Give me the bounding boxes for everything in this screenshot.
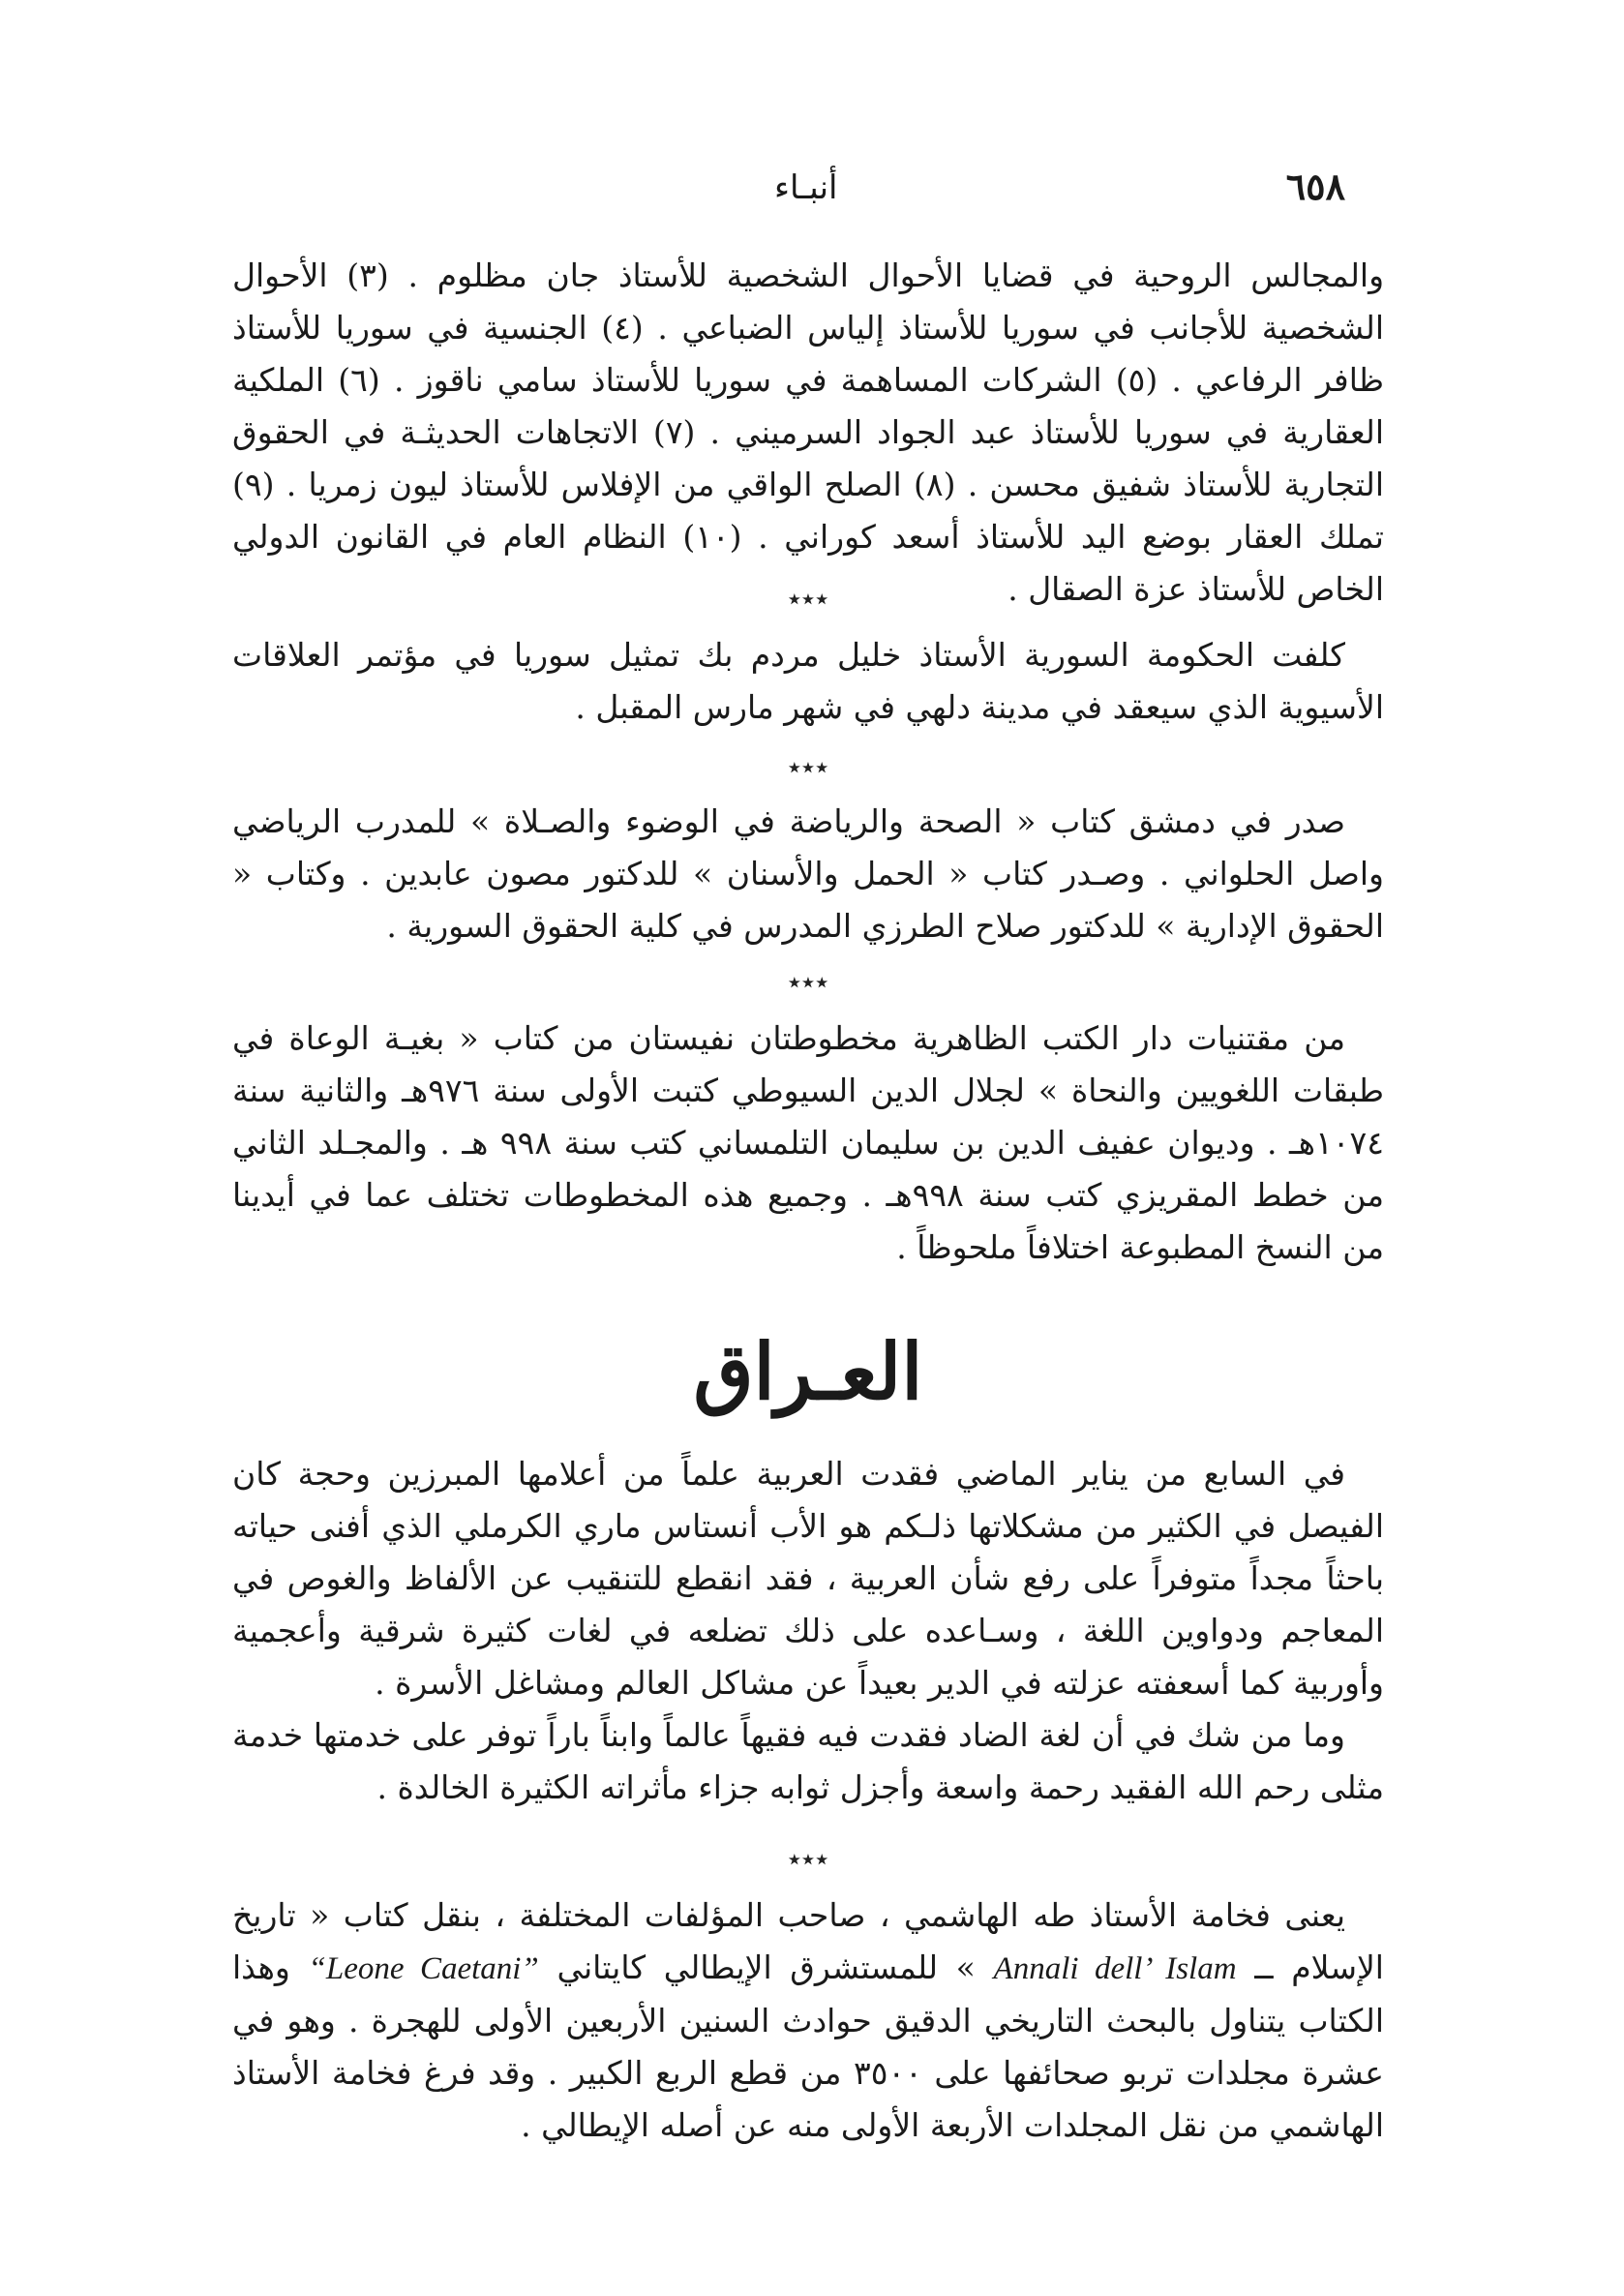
obituary-section [232, 1448, 1384, 1814]
page-number: ٦٥٨ [1285, 165, 1345, 208]
journals-list-paragraph [232, 250, 1384, 616]
separator-stars-2: ٭٭٭ [787, 753, 829, 782]
conference-news-text: كلفت الحكومة السورية الأستاذ خليل مردم بك تمثيل سوريا في مؤتمر العلاقات الأسيوية الذي سيعقد في مدينة دلهي في شهر مارس المقبل . [232, 636, 1384, 726]
translation-text-part-1: يعنى فخامة الأستاذ طه الهاشمي ، صاحب المؤلفات المختلفة ، بنقل كتاب « تاريخ الإسلام ــ [232, 1896, 1384, 1986]
obituary-paragraph-2: وما من شك في أن لغة الضاد فقدت فيه فقيهاً عالماً وابناً باراً توفر على خدمتها خدمة مثلى رحم الله الفقيد رحمة واسعة وأجزل ثوابه جزاء مأثراته الكثيرة الخالدة . [232, 1716, 1384, 1806]
manuscripts-news-paragraph [232, 1012, 1384, 1274]
page-header [290, 165, 1345, 223]
running-title: أنبـاء [774, 168, 838, 207]
latin-book-title: Annali dell’ Islam [993, 1951, 1237, 1986]
conference-news-paragraph [232, 629, 1384, 734]
translation-news-text [232, 1889, 1384, 2152]
publications-news-paragraph [232, 796, 1384, 952]
section-title-iraq: العـراق [693, 1326, 923, 1417]
publications-news-text: صدر في دمشق كتاب « الصحة والرياضة في الوضوء والصـلاة » للمدرب الرياضي واصل الحلواني . وصـدر كتاب « الحمل والأسنان » للدكتور مصون عابدين . وكتاب « الحقوق الإدارية » للدكتور صلاح الطرزي المدرس في كلية الحقوق السورية . [232, 802, 1384, 945]
obituary-paragraph-1: في السابع من يناير الماضي فقدت العربية علماً من أعلامها المبرزين وحجة كان الفيصل في الكثير من مشكلاتها ذلـكم هو الأب أنستاس ماري الكرملي الذي أفنى حياته باحثاً مجداً متوفراً على رفع شأن العربية ، فقد انقطع للتنقيب عن الألفاظ والغوص في المعاجم ودواوين اللغة ، وسـاعده على ذلك تضلعه في لغات كثيرة شرقية وأعجمية وأوربية كما أسعفته عزلته في الدير بعيداً عن مشاكل العالم ومشاغل الأسرة . [232, 1455, 1384, 1702]
translation-text-part-2: » للمستشرق الإيطالي كايتاني [556, 1949, 976, 1986]
separator-stars-3: ٭٭٭ [787, 968, 829, 997]
separator-stars-1: ٭٭٭ [787, 585, 829, 614]
translation-text-part-3: وهذا الكتاب يتناول بالبحث التاريخي الدقيق حوادث السنين الأربعين الأولى للهجرة . وهو في عشرة مجلدات تربو صحائفها على ٣٥٠٠ من قطع الربع الكبير . وقد فرغ فخامة الأستاذ الهاشمي من نقل المجلدات الأربعة الأولى منه عن أصله الإيطالي . [232, 1949, 1384, 2144]
journals-list-text: والمجالس الروحية في قضايا الأحوال الشخصية للأستاذ جان مظلوم . (٣) الأحوال الشخصية للأجانب في سوريا للأستاذ إلياس الضباعي . (٤) الجنسية في سوريا للأستاذ ظافر الرفاعي . (٥) الشركات المساهمة في سوريا للأستاذ سامي ناقوز . (٦) الملكية العقارية في سوريا للأستاذ عبد الجواد السرميني . (٧) الاتجاهات الحديثـة في الحقوق التجارية للأستاذ شفيق محسن . (٨) الصلح الواقي من الإفلاس للأستاذ ليون زمريا . (٩) تملك العقار بوضع اليد للأستاذ أسعد كوراني . (١٠) النظام العام في القانون الدولي الخاص للأستاذ عزة الصقال . [232, 257, 1385, 608]
separator-stars-4: ٭٭٭ [787, 1845, 829, 1874]
manuscripts-news-text: من مقتنيات دار الكتب الظاهرية مخطوطتان نفيستان من كتاب « بغيـة الوعاة في طبقات اللغويين والنحاة » لجلال الدين السيوطي كتبت الأولى سنة ٩٧٦هـ والثانية سنة ١٠٧٤هـ . وديوان عفيف الدين بن سليمان التلمساني كتب سنة ٩٩٨ هـ . والمجـلد الثاني من خطط المقريزي كتب سنة ٩٩٨هـ . وجميع هذه المخطوطات تختلف عما في أيدينا من النسخ المطبوعة اختلافاً ملحوظاً . [232, 1019, 1384, 1266]
latin-author-name: “Leone Caetani” [308, 1951, 539, 1986]
translation-news-paragraph [232, 1889, 1384, 2152]
